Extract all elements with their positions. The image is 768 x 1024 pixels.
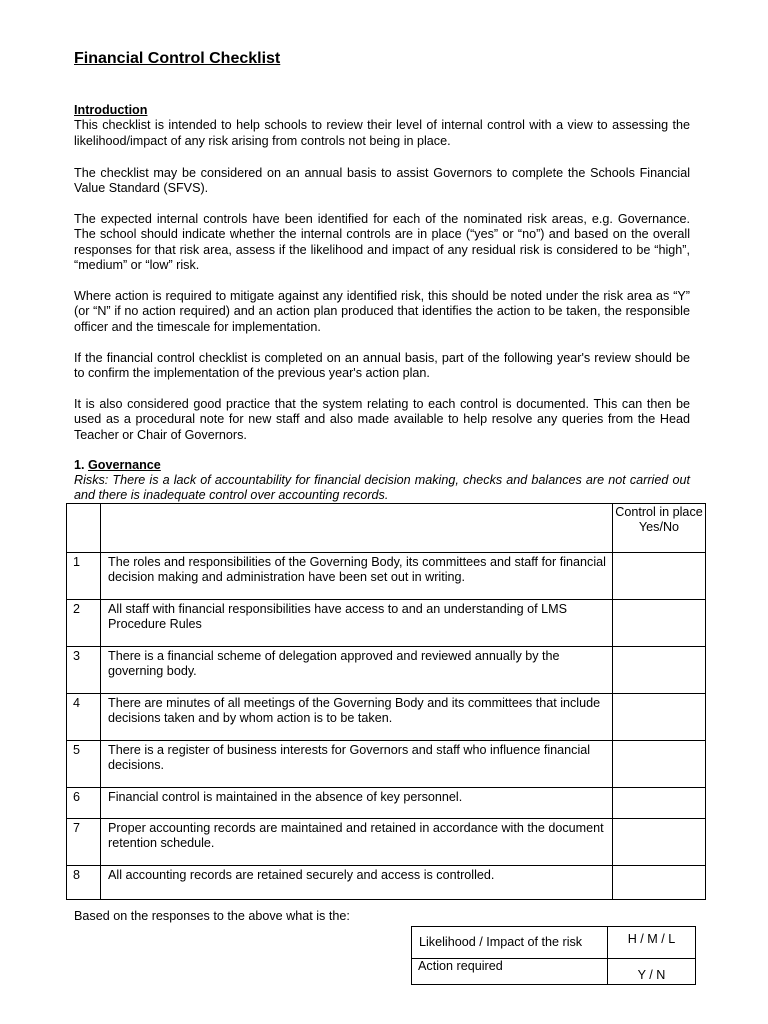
control-in-place-header: Control in place Yes/No <box>613 504 706 553</box>
control-answer-cell[interactable] <box>613 647 706 694</box>
table-row <box>67 694 706 741</box>
table-row <box>67 866 706 900</box>
intro-paragraph-2: The checklist may be considered on an annual basis to assist Governors to complete the Schools Financial Value Standard (SFVS). <box>74 166 690 196</box>
row-number: 1 <box>67 553 101 600</box>
table-row <box>67 819 706 866</box>
intro-paragraph-4: Where action is required to mitigate against any identified risk, this should be noted under the risk area as “Y” (or “N” if no action required) and an action plan produced that identifies the action to be taken, the responsible officer and the timescale for implementation. <box>74 289 690 334</box>
action-required-value[interactable]: Y / N <box>608 959 696 985</box>
control-answer-cell[interactable] <box>613 694 706 741</box>
intro-paragraph-3: The expected internal controls have been identified for each of the nominated risk areas, e.g. Governance. The school should indicate whether the internal controls are in place (“yes” or “no”) and based on the overall responses for that risk area, assess if the likelihood and impact of any residual risk is considered to be “high”, “medium” or “low” risk. <box>74 212 690 272</box>
row-control-text: Proper accounting records are maintained and retained in accordance with the document retention schedule. <box>101 819 613 866</box>
based-on-text: Based on the responses to the above what is the: <box>74 909 350 923</box>
row-number: 3 <box>67 647 101 694</box>
row-control-text: All accounting records are retained securely and access is controlled. <box>101 866 613 900</box>
table-row <box>67 600 706 647</box>
intro-paragraph-5: If the financial control checklist is completed on an annual basis, part of the following year's review should be to confirm the implementation of the previous year's action plan. <box>74 351 690 381</box>
governance-checklist-table <box>66 503 706 900</box>
row-number: 5 <box>67 741 101 788</box>
risk-assessment-table <box>411 926 696 985</box>
control-answer-cell[interactable] <box>613 819 706 866</box>
likelihood-label: Likelihood / Impact of the risk <box>412 927 608 959</box>
action-row <box>412 959 696 985</box>
likelihood-value[interactable]: H / M / L <box>608 927 696 959</box>
section-risks: Risks: There is a lack of accountability for financial decision making, checks and balances are not carried out and there is inadequate control over accounting records. <box>74 473 690 503</box>
section-name: Governance <box>88 458 161 472</box>
section-number: 1. <box>74 458 85 472</box>
intro-paragraph-1: This checklist is intended to help schools to review their level of internal control with a view to assessing the likelihood/impact of any risk arising from controls not being in place. <box>74 118 690 148</box>
row-number: 2 <box>67 600 101 647</box>
control-answer-cell[interactable] <box>613 741 706 788</box>
table-row <box>67 741 706 788</box>
row-number: 8 <box>67 866 101 900</box>
table-row <box>67 553 706 600</box>
row-control-text: There is a register of business interests for Governors and staff who influence financial decisions. <box>101 741 613 788</box>
action-required-label: Action required <box>412 959 608 985</box>
table-row <box>67 788 706 819</box>
table-row <box>67 647 706 694</box>
likelihood-row <box>412 927 696 959</box>
row-control-text: There is a financial scheme of delegation approved and reviewed annually by the governing body. <box>101 647 613 694</box>
intro-heading: Introduction <box>74 103 148 117</box>
control-answer-cell[interactable] <box>613 600 706 647</box>
row-control-text: There are minutes of all meetings of the Governing Body and its committees that include decisions taken and by whom action is to be taken. <box>101 694 613 741</box>
row-number: 4 <box>67 694 101 741</box>
page-title: Financial Control Checklist <box>74 50 281 67</box>
row-control-text: Financial control is maintained in the absence of key personnel. <box>101 788 613 819</box>
table-header-row <box>67 504 706 553</box>
header-empty-cell <box>67 504 101 553</box>
row-number: 7 <box>67 819 101 866</box>
control-answer-cell[interactable] <box>613 788 706 819</box>
control-answer-cell[interactable] <box>613 866 706 900</box>
intro-block <box>74 103 690 149</box>
row-number: 6 <box>67 788 101 819</box>
row-control-text: The roles and responsibilities of the Governing Body, its committees and staff for financial decision making and administration have been set out in writing. <box>101 553 613 600</box>
section-heading <box>74 458 161 472</box>
intro-paragraph-6: It is also considered good practice that the system relating to each control is documented. This can then be used as a procedural note for new staff and also made available to help resolve any queries from the Head Teacher or Chair of Governors. <box>74 397 690 442</box>
row-control-text: All staff with financial responsibilities have access to and an understanding of LMS Procedure Rules <box>101 600 613 647</box>
control-answer-cell[interactable] <box>613 553 706 600</box>
header-empty-cell <box>101 504 613 553</box>
